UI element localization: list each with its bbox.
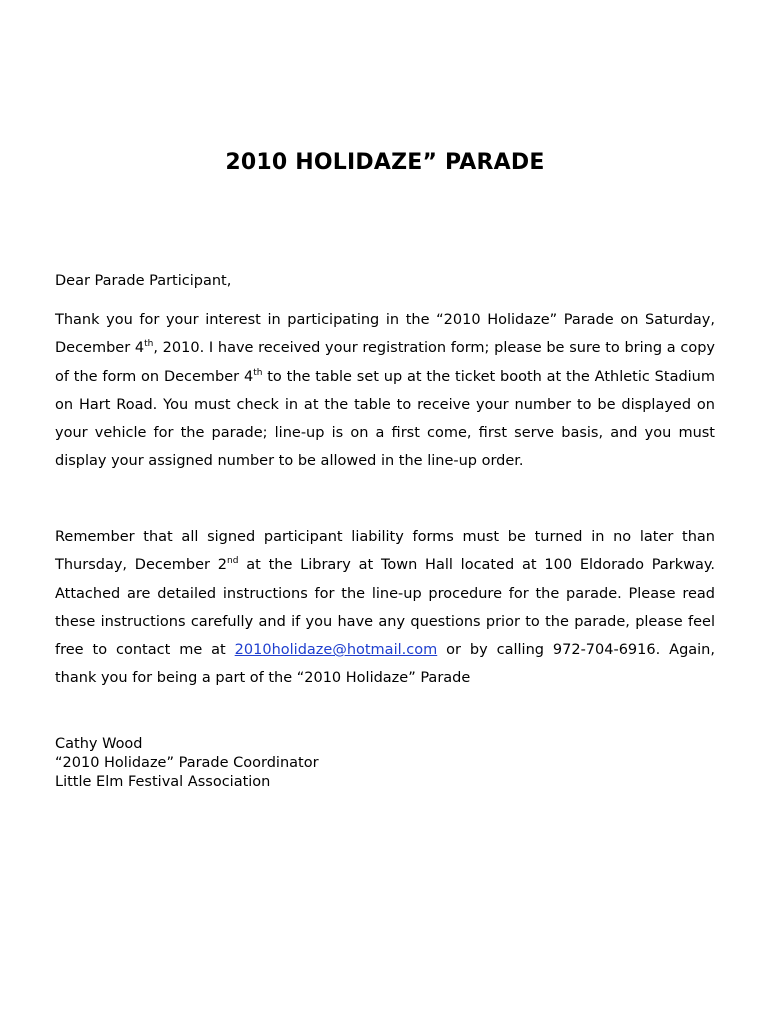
ordinal-suffix: th xyxy=(144,339,154,350)
signer-role: “2010 Holidaze” Parade Coordinator xyxy=(55,755,319,771)
letter-title: 2010 HOLIDAZE” PARADE xyxy=(225,150,545,175)
paragraph-1-text-a: Thank you for your interest in participating in the “2010 Holidaze” Parade on Saturday, December 4 xyxy=(55,312,715,357)
paragraph-2-text-a: Remember that all signed participant liability forms must be turned in no later than Thursday, December 2 xyxy=(55,529,715,574)
salutation: Dear Parade Participant, xyxy=(55,273,232,289)
email-link[interactable]: 2010holidaze@hotmail.com xyxy=(234,642,438,659)
paragraph-2-text-c: or by calling 972-704-6916. Again, thank you for being a part of the “2010 Holidaze” Parade xyxy=(55,642,715,687)
signer-name: Cathy Wood xyxy=(55,736,143,752)
ordinal-suffix: th xyxy=(253,367,263,378)
paragraph-2-text-b: at the Library at Town Hall located at 100 Eldorado Parkway. Attached are detailed instructions for the line-up procedure for the parade. Please read these instructions carefully and if you have any questions prior to the parade, please feel free to contact me at xyxy=(55,557,715,659)
ordinal-suffix: nd xyxy=(227,556,239,567)
paragraph-2 xyxy=(55,523,715,693)
signature-block xyxy=(55,735,319,792)
paragraph-1 xyxy=(55,306,715,476)
paragraph-1-text-b: , 2010. I have received your registration form; please be sure to bring a copy of the form on December 4 xyxy=(55,340,715,385)
signer-organization: Little Elm Festival Association xyxy=(55,774,271,790)
paragraph-1-text-c: to the table set up at the ticket booth at the Athletic Stadium on Hart Road. You must check in at the table to receive your number to be displayed on your vehicle for the parade; line-up is on a first come, first serve basis, and you must display your assigned number to be allowed in the line-up order. xyxy=(55,368,715,470)
